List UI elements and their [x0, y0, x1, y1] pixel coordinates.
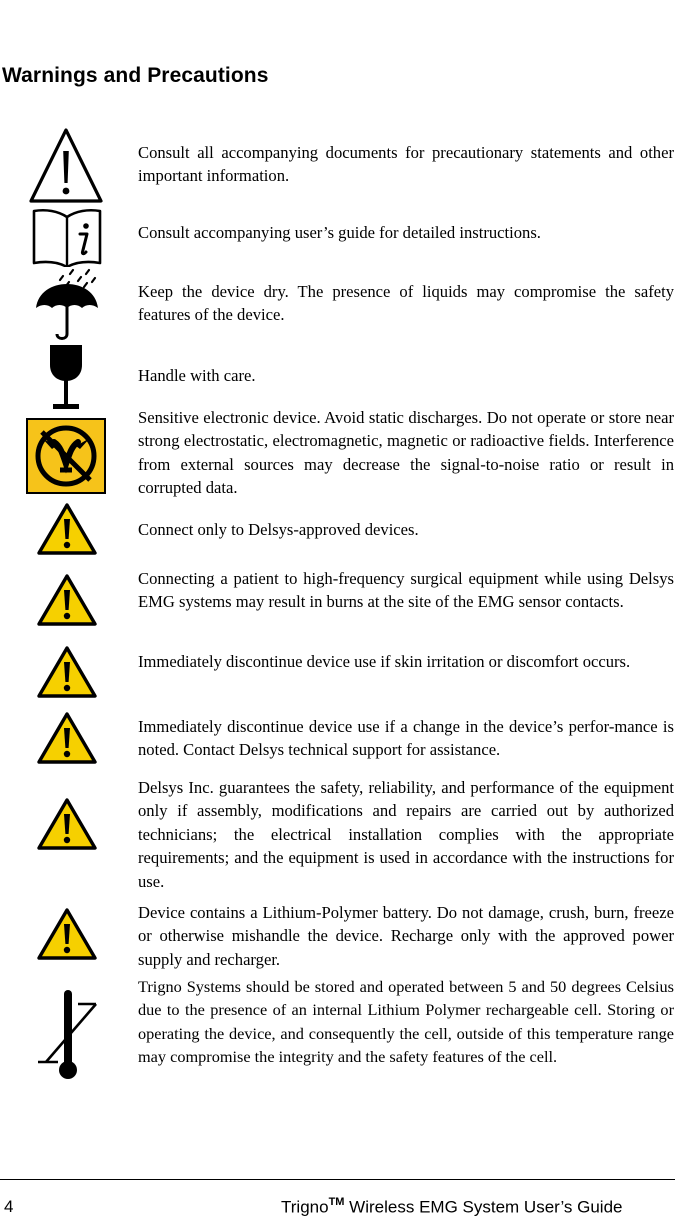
warning-text: Connect only to Delsys-approved devices. — [138, 520, 419, 539]
warning-text: Handle with care. — [138, 366, 256, 385]
warning-text: Sensitive electronic device. Avoid static discharges. Do not operate or store near strong electrostatic, electromagnetic, magnetic or radioactive fields. Interference from external sources may decrease the signal-to-noise ratio or result in corrupted data. — [138, 408, 674, 498]
footer-guide-title: Wireless EMG System User’s Guide — [344, 1197, 623, 1217]
warning-text: Keep the device dry. The presence of liquids may compromise the safety features of the device. — [138, 282, 674, 325]
warning-exclamation-icon — [36, 502, 98, 557]
keep-dry-umbrella-icon — [33, 266, 105, 342]
fragile-glass-icon — [44, 343, 88, 413]
warning-text: Trigno Systems should be stored and operated between 5 and 50 degrees Celsius due to the presence of an internal Lithium Polymer rechargeable cell. Storing or operating the device, and consequently the cell, outside of this temperature range may compromise the integrity and the safety features of the cell. — [138, 977, 674, 1067]
warning-exclamation-icon — [36, 711, 98, 766]
caution-triangle-icon — [28, 127, 104, 205]
warning-text: Delsys Inc. guarantees the safety, reliability, and performance of the equipment only if assembly, modifications and repairs are carried out by authorized technicians; the electrical installation complies with the appropriate requirements; and the equipment is used in accordance with the instructions for use. — [138, 778, 674, 891]
esd-sensitive-icon — [26, 418, 106, 494]
footer-brand: Trigno — [281, 1197, 329, 1217]
warning-exclamation-icon — [36, 645, 98, 700]
warning-exclamation-icon — [36, 907, 98, 962]
footer-doc-title — [281, 1197, 623, 1218]
warning-text: Device contains a Lithium-Polymer battery. Do not damage, crush, burn, freeze or otherwise mishandle the device. Recharge only with the approved power supply and recharger. — [138, 903, 674, 969]
warning-exclamation-icon — [36, 573, 98, 628]
temperature-limit-icon — [36, 986, 98, 1084]
page-title: Warnings and Precautions — [2, 64, 269, 87]
warning-text: Immediately discontinue device use if a change in the device’s perfor-mance is noted. Contact Delsys technical support for assistance. — [138, 717, 674, 760]
warning-text: Immediately discontinue device use if skin irritation or discomfort occurs. — [138, 652, 631, 671]
warning-text: Connecting a patient to high-frequency surgical equipment while using Delsys EMG systems may result in burns at the site of the EMG sensor contacts. — [138, 569, 674, 612]
user-guide-book-icon — [30, 207, 104, 267]
page-number: 4 — [4, 1197, 14, 1216]
warning-exclamation-icon — [36, 797, 98, 852]
warning-text: Consult accompanying user’s guide for detailed instructions. — [138, 223, 541, 242]
warning-text: Consult all accompanying documents for precautionary statements and other important information. — [138, 143, 674, 186]
trademark-mark: TM — [328, 1196, 345, 1208]
footer-rule — [0, 1179, 675, 1180]
